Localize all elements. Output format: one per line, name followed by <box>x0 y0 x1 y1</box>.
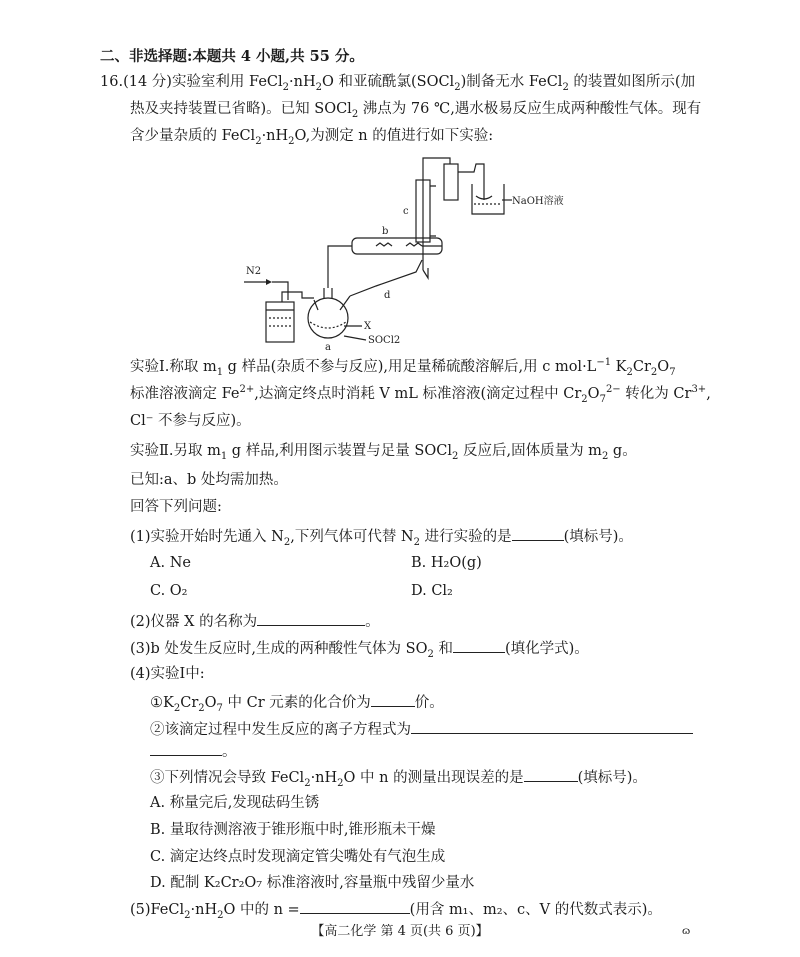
text: (3)b 处发生反应时,生成的两种酸性气体为 SO <box>130 641 428 657</box>
n2-arrowhead <box>266 279 272 285</box>
text: O 中 n 的测量出现误差的是 <box>343 770 524 786</box>
receiver <box>423 268 428 278</box>
known-line: 已知:a、b 处均需加热。 <box>130 472 288 488</box>
text: g 样品(杂质不参与反应),用足量稀硫酸溶解后,用 c mol·L <box>223 359 597 375</box>
sub: 2 <box>427 648 434 660</box>
sub: 7 <box>599 393 606 405</box>
part2-answer-blank[interactable] <box>257 610 365 626</box>
text: (填标号)。 <box>577 770 647 786</box>
text: (填化学式)。 <box>504 641 589 657</box>
flask-neck-center <box>324 288 332 298</box>
text: 反应后,固体质量为 m <box>458 443 602 459</box>
text: (用含 m₁、m₂、c、V 的代数式表示)。 <box>409 902 662 918</box>
label-a: a <box>325 342 331 350</box>
text: ,达滴定终点时消耗 V mL 标准溶液(滴定过程中 Cr <box>254 386 582 402</box>
part4-option-d: D. 配制 K₂Cr₂O₇ 标准溶液时,容量瓶中残留少量水 <box>150 875 475 891</box>
sub: 2 <box>451 450 459 462</box>
text: 实验室利用 FeCl <box>171 74 283 90</box>
part4-option-a: A. 称量完后,发现砝码生锈 <box>150 795 320 811</box>
label-b: b <box>382 226 389 237</box>
drying-tube <box>444 164 458 200</box>
exp2-line <box>130 441 637 461</box>
text: ·nH <box>261 128 289 144</box>
text: ③下列情况会导致 FeCl <box>150 770 305 786</box>
sub: 2 <box>304 777 311 789</box>
text: )制备无水 FeCl <box>460 74 563 90</box>
sub: 1 <box>216 366 224 378</box>
text: ②该滴定过程中发生反应的离子方程式为 <box>150 722 411 738</box>
text: (2)仪器 X 的名称为 <box>130 614 258 630</box>
text: Cr <box>180 695 199 711</box>
text: 实验Ⅱ.另取 m <box>130 443 221 459</box>
text: K <box>611 359 627 375</box>
text: 的装置如图所示(加 <box>568 74 696 90</box>
part4-sub3-answer-blank[interactable] <box>524 766 578 782</box>
pointer-socl2 <box>344 336 366 340</box>
part4-sub3 <box>150 766 647 788</box>
part5-answer-blank[interactable] <box>300 898 410 914</box>
part4-option-c: C. 滴定达终点时发现滴定管尖嘴处有气泡生成 <box>150 849 446 865</box>
text: 热及夹持装置已省略)。已知 SOCl <box>130 101 352 117</box>
flask-a <box>308 298 348 338</box>
text: O <box>587 386 600 402</box>
tube-b-solid <box>376 243 392 246</box>
outlet-tube <box>458 164 484 200</box>
sub: 2 <box>173 702 181 714</box>
corner-mark: ɷ <box>682 926 691 937</box>
condenser-ports <box>430 186 436 236</box>
text: 。 <box>365 614 380 630</box>
text: 实验Ⅰ.称取 m <box>130 359 217 375</box>
text: 中 Cr 元素的化合价为 <box>222 695 371 711</box>
sub: 2 <box>315 81 322 93</box>
sub: 2 <box>217 909 224 921</box>
text: 。 <box>222 744 237 760</box>
part4-sub2-cont <box>150 740 237 762</box>
text: O <box>657 359 670 375</box>
sub: 7 <box>216 702 223 714</box>
inlet-tube <box>272 282 288 300</box>
sub: 2 <box>198 702 205 714</box>
part3-question <box>130 637 589 659</box>
part4-option-b: B. 量取待测溶液于锥形瓶中时,锥形瓶未干燥 <box>150 822 436 838</box>
q16-intro-line1 <box>100 72 695 92</box>
exp1-line2 <box>130 384 711 404</box>
label-x: X <box>364 321 372 332</box>
sub: 2 <box>288 135 295 147</box>
sub: 2 <box>283 536 291 548</box>
text: O 和亚硫酰氯(SOCl <box>321 74 455 90</box>
text: , <box>706 386 711 402</box>
sub: 2 <box>413 536 420 548</box>
part4-sub1-answer-blank[interactable] <box>371 691 415 707</box>
text: O <box>204 695 217 711</box>
text: 含少量杂质的 FeCl <box>130 128 256 144</box>
sub: 2 <box>282 81 290 93</box>
label-n2: N2 <box>246 266 262 277</box>
q16-number: 16. <box>100 74 124 90</box>
text: ·nH <box>190 902 218 918</box>
sub: 2 <box>650 366 658 378</box>
label-socl2: SOCl2 <box>368 335 401 346</box>
part1-option-a: A. Ne <box>150 555 191 571</box>
sub: 2 <box>255 135 262 147</box>
q16-intro-line2 <box>130 99 701 119</box>
page-footer: 【高二化学 第 4 页(共 6 页)】 <box>311 924 489 939</box>
text: 标准溶液滴定 Fe <box>130 386 240 402</box>
wash-bottle-left <box>266 302 294 342</box>
sub: 2 <box>601 450 609 462</box>
label-d: d <box>384 290 391 301</box>
sub: 2 <box>626 366 633 378</box>
sub: 2 <box>337 777 344 789</box>
part3-answer-blank[interactable] <box>453 637 505 653</box>
text: ·nH <box>289 74 316 90</box>
exp1-line1 <box>130 357 676 377</box>
part1-answer-blank[interactable] <box>512 525 564 541</box>
text: (1)实验开始时先通入 N <box>130 529 284 545</box>
sub: 2 <box>562 81 569 93</box>
sup: −1 <box>596 357 612 369</box>
sub: 2 <box>184 909 191 921</box>
text: g 样品,利用图示装置与足量 SOCl <box>227 443 452 459</box>
text: Cr <box>632 359 651 375</box>
part5-question <box>130 898 662 920</box>
part2-question <box>130 610 380 632</box>
sup: 3+ <box>691 384 707 396</box>
part4-sub2 <box>150 718 693 740</box>
apparatus-diagram <box>236 150 566 350</box>
part4-sub1 <box>150 691 444 713</box>
label-c: c <box>403 206 409 217</box>
text: O 中的 n = <box>223 902 300 918</box>
beaker <box>472 184 504 214</box>
text: ·nH <box>310 770 338 786</box>
tube-b-solid2 <box>406 243 422 246</box>
part1-option-c: C. O₂ <box>150 583 188 599</box>
section-title: 二、非选择题:本题共 4 小题,共 55 分。 <box>100 48 364 65</box>
text: (填标号)。 <box>563 529 633 545</box>
part1-question <box>130 525 633 547</box>
sub: 2 <box>581 393 588 405</box>
sub: 7 <box>669 366 676 378</box>
answer-intro: 回答下列问题: <box>130 499 222 515</box>
text: 进行实验的是 <box>420 529 512 545</box>
q16-score: (14 分) <box>123 74 172 90</box>
connect-tube-1 <box>282 292 314 302</box>
sub: 2 <box>454 81 461 93</box>
exp1-line3: Cl⁻ 不参与反应)。 <box>130 413 251 429</box>
text: ,下列气体可代替 N <box>290 529 414 545</box>
tube-to-b <box>328 246 352 270</box>
text: 和 <box>433 641 453 657</box>
part1-option-b: B. H₂O(g) <box>411 555 482 571</box>
part1-option-d: D. Cl₂ <box>411 583 453 599</box>
part4-heading: (4)实验Ⅰ中: <box>130 666 205 682</box>
text: ①K <box>150 695 174 711</box>
text: g。 <box>608 443 637 459</box>
text: 价。 <box>414 695 444 711</box>
sub: 1 <box>220 450 228 462</box>
text: (5)FeCl <box>130 902 185 918</box>
text: 沸点为 76 ℃,遇水极易反应生成两种酸性气体。现有 <box>358 101 702 117</box>
sup: 2+ <box>239 384 255 396</box>
part4-sub2-answer-blank-2[interactable] <box>150 740 222 756</box>
text: 转化为 Cr <box>620 386 692 402</box>
sub: 2 <box>351 108 359 120</box>
text: O,为测定 n 的值进行如下实验: <box>294 128 494 144</box>
part4-sub2-answer-blank-1[interactable] <box>411 718 693 734</box>
flask-liquid <box>310 322 346 328</box>
sup: 2− <box>605 384 621 396</box>
q16-intro-line3 <box>130 126 493 146</box>
label-naoh: NaOH溶液 <box>512 196 564 207</box>
